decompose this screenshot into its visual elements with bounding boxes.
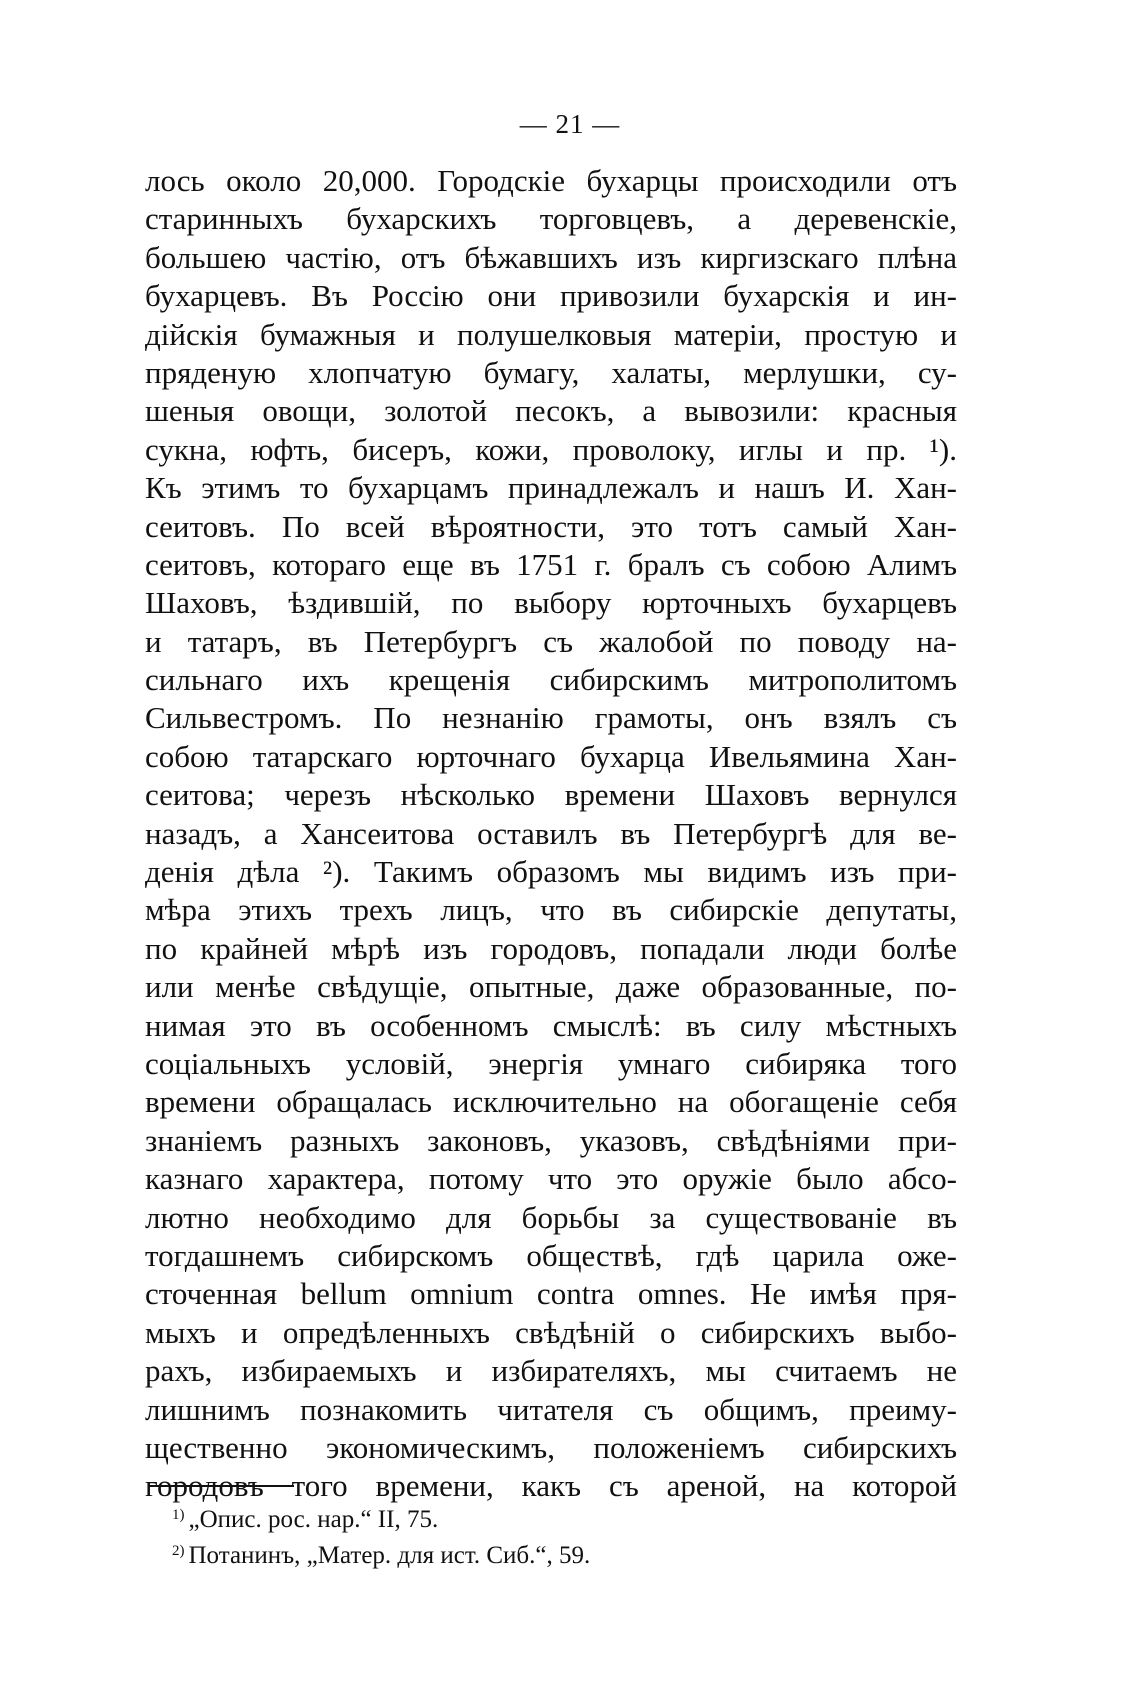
text-line: Шаховъ, ѣздившій, по выбору юрточныхъ бухарцевъ (145, 585, 957, 621)
text-line: времени обращалась исключительно на обогащеніе себя (145, 1084, 957, 1120)
text-line: сточенная bellum omnium contra omnes. Не имѣя пря- (145, 1276, 957, 1312)
text-line: сеитовъ, котораго еще въ 1751 г. бралъ съ собою Алимъ (145, 546, 957, 582)
text-line: соціальныхъ условій, энергія умнаго сибиряка того (145, 1045, 957, 1081)
footnote-1 (172, 1497, 932, 1533)
text-line: рахъ, избираемыхъ и избирателяхъ, мы считаемъ не (145, 1353, 957, 1389)
page-number: — 21 — (519, 109, 621, 139)
text-line: собою татарскаго юрточнаго бухарца Ивельямина Хан- (145, 738, 957, 774)
text-line: дійскія бумажныя и полушелковыя матеріи, простую и (145, 316, 957, 352)
text-line: сильнаго ихъ крещенія сибирскимъ митрополитомъ (145, 662, 957, 698)
text-line: нимая это въ особенномъ смыслѣ: въ силу мѣстныхъ (145, 1007, 957, 1043)
footnote-divider (148, 1485, 294, 1487)
text-line: сукна, юфть, бисеръ, кожи, проволоку, иглы и пр. ¹). (145, 431, 957, 467)
footnote-mark: 2) (172, 1543, 185, 1559)
text-line: мыхъ и опредѣленныхъ свѣдѣній о сибирскихъ выбо- (145, 1314, 957, 1350)
text-line: по крайней мѣрѣ изъ городовъ, попадали люди болѣе (145, 930, 957, 966)
text-line: городовъ того времени, какъ съ ареной, на которой (145, 1468, 957, 1504)
text-line: и татаръ, въ Петербургъ съ жалобой по поводу на- (145, 623, 957, 659)
footnote-mark: 1) (172, 1507, 185, 1523)
text-line: большею частію, отъ бѣжавшихъ изъ киргизскаго плѣна (145, 239, 957, 275)
body-text (145, 162, 957, 1506)
text-line: шеныя овощи, золотой песокъ, а вывозили: красныя (145, 393, 957, 429)
text-line: Сильвестромъ. По незнанію грамоты, онъ взялъ съ (145, 700, 957, 736)
text-line: мѣра этихъ трехъ лицъ, что въ сибирскіе депутаты, (145, 892, 957, 928)
text-line: пряденую хлопчатую бумагу, халаты, мерлушки, су- (145, 354, 957, 390)
footnotes (172, 1497, 932, 1569)
text-line: лось около 20,000. Городскіе бухарцы происходили отъ (145, 163, 957, 198)
text-line: назадъ, а Хансеитова оставилъ въ Петербургѣ для ве- (145, 815, 957, 851)
text-line: сеитова; черезъ нѣсколько времени Шаховъ вернулся (145, 777, 957, 813)
text-line: старинныхъ бухарскихъ торговцевъ, а деревенскіе, (145, 201, 957, 237)
footnote-2 (172, 1533, 932, 1569)
text-line: Къ этимъ то бухарцамъ принадлежалъ и нашъ И. Хан- (145, 470, 957, 506)
text-line: лютно необходимо для борьбы за существованіе въ (145, 1199, 957, 1235)
footnote-text: Потанинъ, „Матер. для ист. Сиб.“, 59. (188, 1542, 591, 1569)
text-line: денія дѣла ²). Такимъ образомъ мы видимъ изъ при- (145, 854, 957, 890)
text-line: лишнимъ познакомить читателя съ общимъ, преиму- (145, 1391, 957, 1427)
text-line: сеитовъ. По всей вѣроятности, это тотъ самый Хан- (145, 508, 957, 544)
footnote-text: „Опис. рос. нар.“ II, 75. (188, 1506, 439, 1533)
text-line: казнаго характера, потому что это оружіе было абсо- (145, 1161, 957, 1197)
text-line: или менѣе свѣдущіе, опытные, даже образованные, по- (145, 969, 957, 1005)
text-line: знаніемъ разныхъ законовъ, указовъ, свѣдѣніями при- (145, 1122, 957, 1158)
text-line: щественно экономическимъ, положеніемъ сибирскихъ (145, 1429, 957, 1465)
text-line: тогдашнемъ сибирскомъ обществѣ, гдѣ царила оже- (145, 1237, 957, 1273)
text-line: бухарцевъ. Въ Россію они привозили бухарскія и ин- (145, 278, 957, 314)
